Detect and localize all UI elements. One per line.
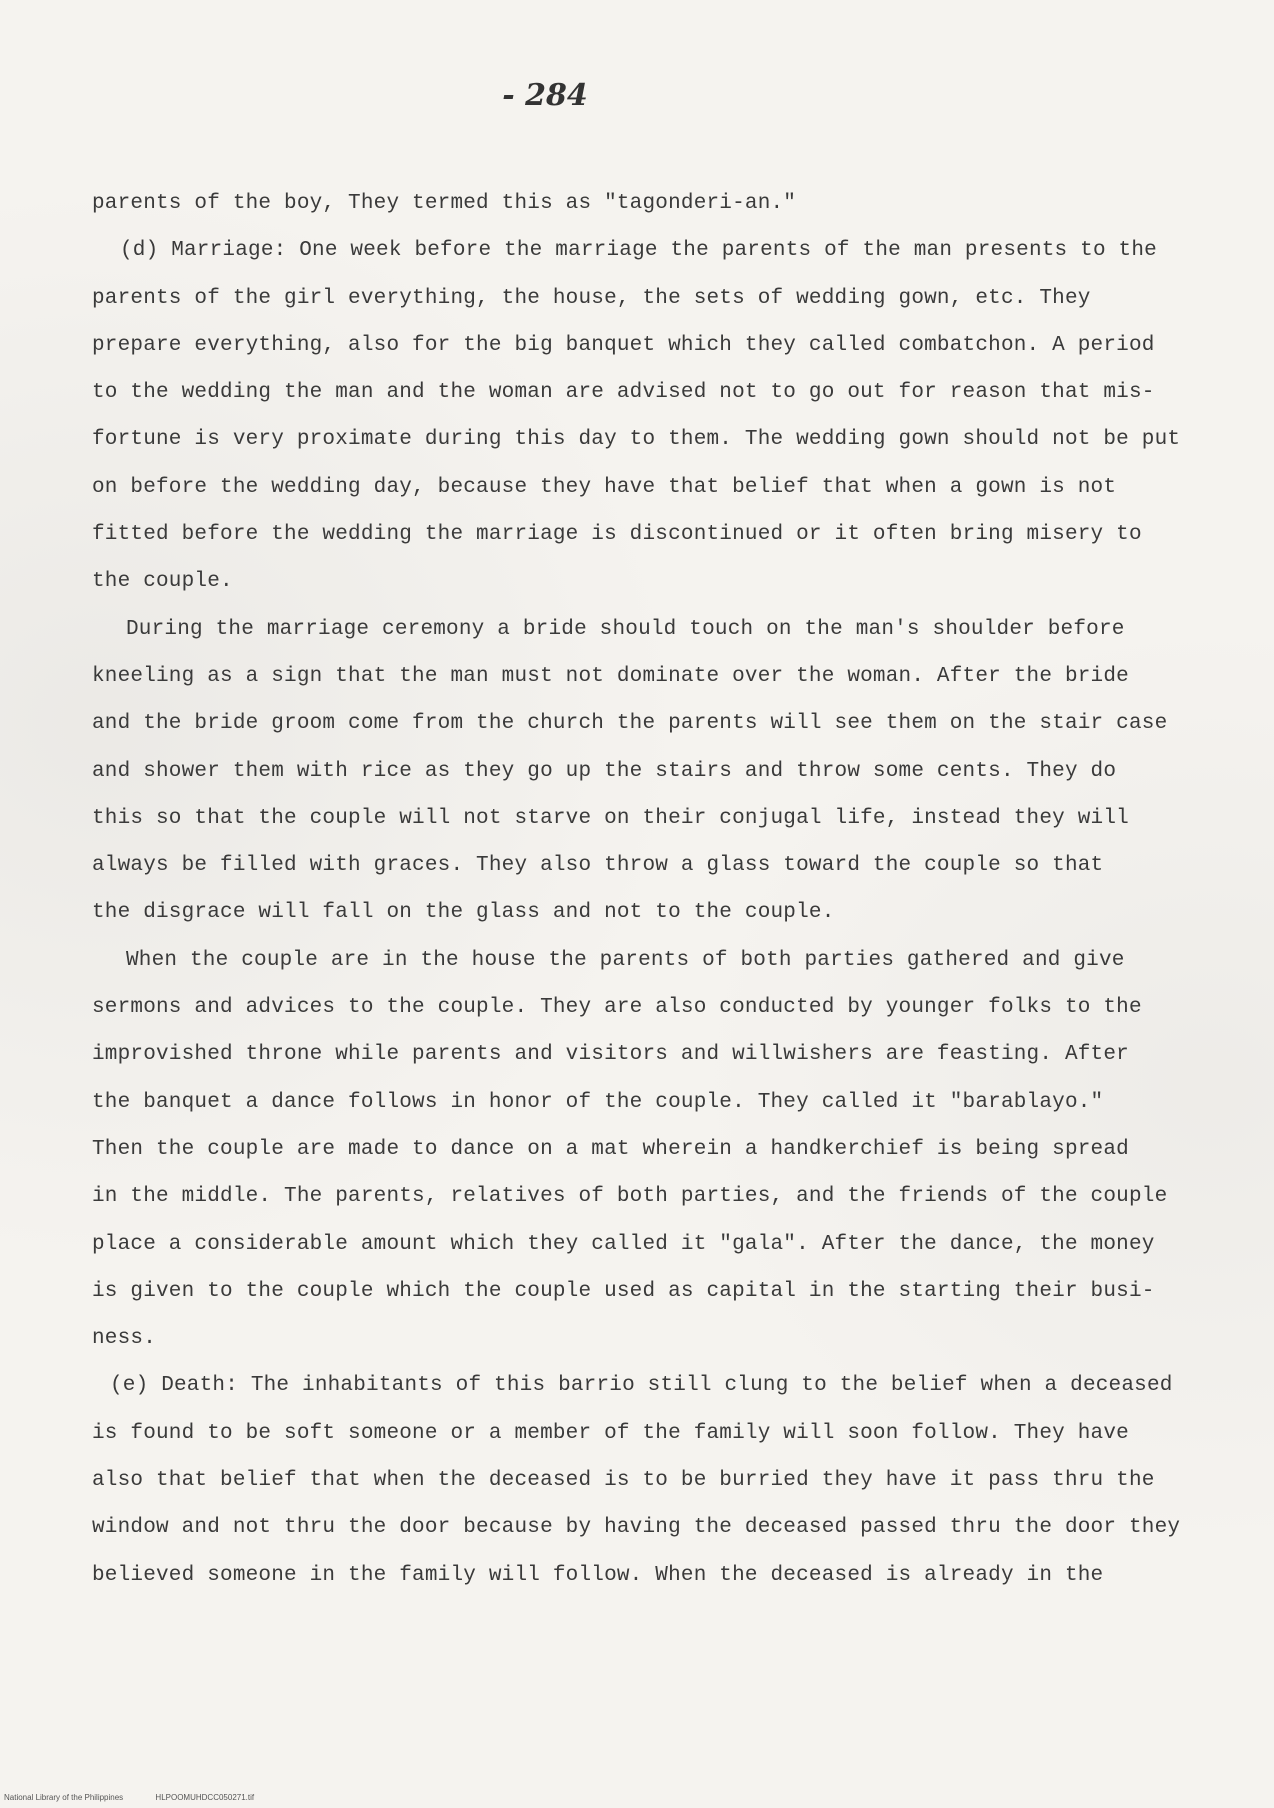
text-line: place a considerable amount which they called it "gala". After the dance, the money bbox=[92, 1232, 1155, 1256]
footer-file-id: HLPOOMUHDCC050271.tif bbox=[155, 1793, 255, 1802]
page-number: - 284 bbox=[502, 78, 588, 113]
text-line: always be filled with graces. They also throw a glass toward the couple so that bbox=[92, 854, 1104, 878]
body-text bbox=[92, 180, 1192, 1599]
text-line: the banquet a dance follows in honor of the couple. They called it "barablayo." bbox=[92, 1090, 1104, 1114]
text-line: parents of the boy, They termed this as "tagonderi-an." bbox=[92, 192, 797, 215]
text-line: the couple. bbox=[92, 570, 233, 594]
text-line: is given to the couple which the couple used as capital in the starting their busi- bbox=[92, 1279, 1155, 1303]
text-line: ness. bbox=[92, 1327, 157, 1351]
text-line: fortune is very proximate during this day to them. The wedding gown should not be put bbox=[92, 428, 1181, 452]
text-line: also that belief that when the deceased is to be burried they have it pass thru the bbox=[92, 1469, 1155, 1493]
text-line: kneeling as a sign that the man must not dominate over the woman. After the bride bbox=[92, 664, 1129, 688]
scan-footer bbox=[4, 1793, 284, 1802]
text-line: fitted before the wedding the marriage is discontinued or it often bring misery to bbox=[92, 523, 1142, 547]
text-line: the disgrace will fall on the glass and not to the couple. bbox=[92, 901, 835, 925]
text-line: (e) Death: The inhabitants of this barrio still clung to the belief when a deceased bbox=[110, 1374, 1173, 1398]
text-line: (d) Marriage: One week before the marriage the parents of the man presents to the bbox=[120, 239, 1157, 263]
text-line: prepare everything, also for the big banquet which they called combatchon. A period bbox=[92, 333, 1155, 357]
text-line: and shower them with rice as they go up the stairs and throw some cents. They do bbox=[92, 759, 1117, 783]
text-line: When the couple are in the house the parents of both parties gathered and give bbox=[126, 948, 1125, 972]
text-line: improvished throne while parents and visitors and willwishers are feasting. After bbox=[92, 1043, 1129, 1067]
footer-institution: National Library of the Philippines bbox=[4, 1793, 124, 1802]
text-line: and the bride groom come from the church the parents will see them on the stair case bbox=[92, 712, 1168, 736]
text-line: Then the couple are made to dance on a mat wherein a handkerchief is being spread bbox=[92, 1137, 1129, 1161]
text-line: During the marriage ceremony a bride should touch on the man's shoulder before bbox=[126, 617, 1125, 641]
text-line: window and not thru the door because by having the deceased passed thru the door they bbox=[92, 1516, 1181, 1540]
text-line: this so that the couple will not starve on their conjugal life, instead they will bbox=[92, 806, 1129, 830]
text-line: parents of the girl everything, the house, the sets of wedding gown, etc. They bbox=[92, 286, 1091, 310]
text-line: believed someone in the family will follow. When the deceased is already in the bbox=[92, 1563, 1104, 1587]
text-line: to the wedding the man and the woman are advised not to go out for reason that mis- bbox=[92, 381, 1155, 405]
text-line: on before the wedding day, because they have that belief that when a gown is not bbox=[92, 475, 1117, 499]
text-line: in the middle. The parents, relatives of both parties, and the friends of the couple bbox=[92, 1185, 1168, 1209]
text-line: is found to be soft someone or a member of the family will soon follow. They have bbox=[92, 1421, 1129, 1445]
text-line: sermons and advices to the couple. They are also conducted by younger folks to the bbox=[92, 996, 1142, 1020]
